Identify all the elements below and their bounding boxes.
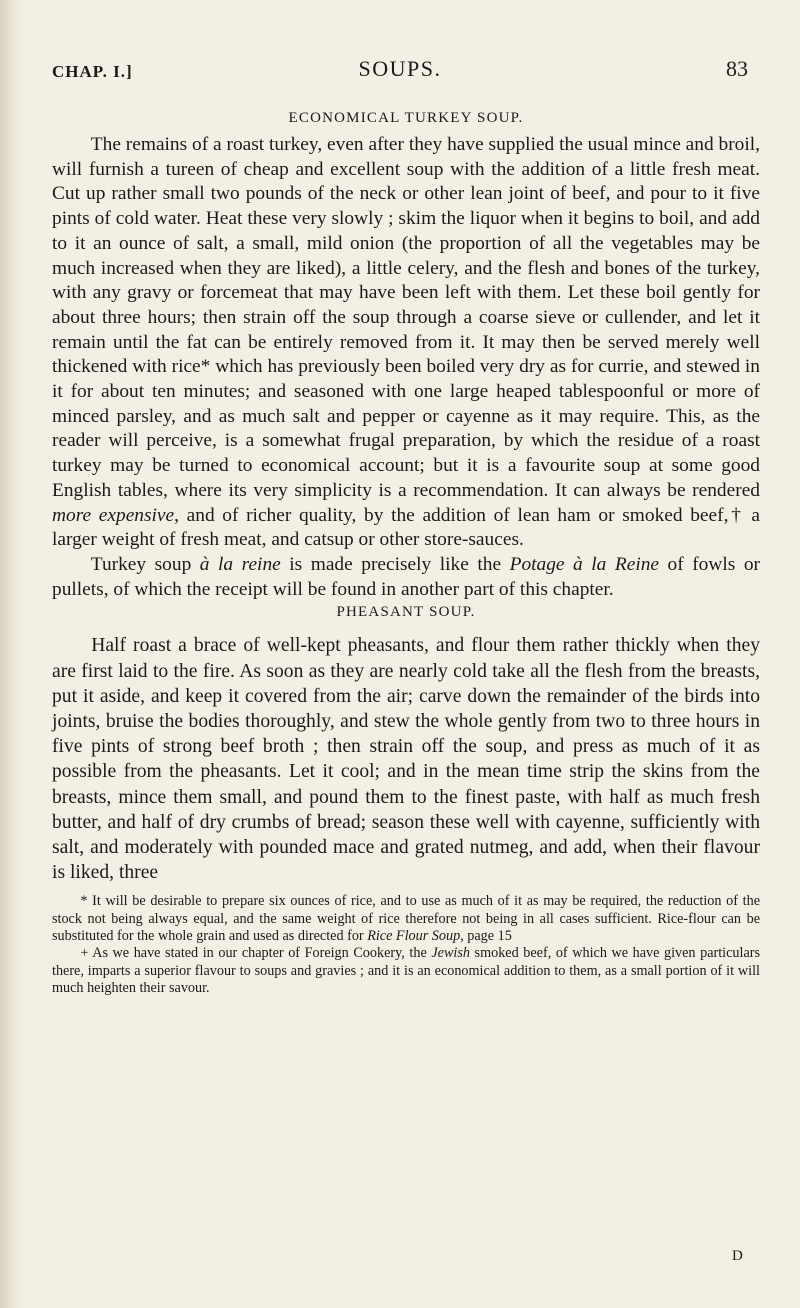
italic-text: à la reine [199,553,281,575]
italic-text: Jewish [431,945,470,962]
text-run: * It will be desirable to prepare six ounces of rice, and to use as much of it as may be required, the reduction of the stock not being always equal, and the same weight of rice therefore not being in all cases sufficient. Rice-flour can be substituted for the whole grain and used as directed for [52,893,760,944]
text-run: is made precisely like the [280,553,510,575]
italic-text: Potage à la Reine [509,553,660,575]
running-head [52,56,748,86]
turkey-soup-paragraph-2 [52,553,760,602]
page-gutter-shadow [0,0,22,1308]
section-heading-turkey-soup: ECONOMICAL TURKEY SOUP. [288,110,524,126]
italic-text: more expensive [52,504,175,526]
section-heading-pheasant-soup: PHEASANT SOUP. [336,604,476,621]
italic-text: Rice Flour Soup [367,927,461,944]
text-run: , page 15 [460,927,512,944]
footnotes [52,893,760,997]
text-run: of fowls or pullets, of which the receipt will be found in another part of this chapter. [52,553,760,600]
footnote-smoked-beef [52,945,760,997]
page-body [52,110,760,997]
signature-mark: D [732,1248,743,1264]
page-number: 83 [726,56,748,81]
chapter-label: CHAP. I.] [52,62,133,81]
text-run: smoked beef, of which we have given particulars there, imparts a superior flavour to soups and gravies ; and it is an economical addition to them, as a small portion of it will much heighten their savour. [52,945,760,996]
text-run: Turkey soup [90,553,200,575]
text-run: The remains of a roast turkey, even after they have supplied the usual mince and broil, will furnish a tureen of cheap and excellent soup with the addition of a little fresh meat. Cut up rather small two pounds of the neck or other lean joint of beef, and pour to it five pints of cold water. Heat these very slowly ; skim the liquor when it begins to boil, and add to it an ounce of salt, a small, mild onion (the proportion of all the vegetables may be much increased when they are liked), a little celery, and the flesh and bones of the turkey, with any gravy or forcemeat that may have been left with them. Let these boil gently for about three hours; then strain off the soup through a coarse sieve or cullender, and let it remain until the fat can be entirely removed from it. It may then be served merely well thickened with rice* which has previously been boiled very dry as for currie, and stewed in it for about ten minutes; and seasoned with one large heaped tablespoonful or more of minced parsley, and as much salt and pepper or cayenne as it may require. This, as the reader will perceive, is a somewhat frugal preparation, by which the residue of a roast turkey may be turned to economical account; but it is a favourite soup at some good English tables, where its very simplicity is a recommendation. It can always be rendered [52,134,760,501]
pheasant-soup-paragraph [52,633,760,885]
running-title: SOUPS. [358,56,442,81]
turkey-soup-paragraph-1 [52,133,760,553]
footnote-rice [52,893,760,945]
text-run: + As we have stated in our chapter of Foreign Cookery, the [80,945,432,962]
text-run: Half roast a brace of well-kept pheasants, and flour them rather thickly when they are first laid to the fire. As soon as they are nearly cold take all the flesh from the breasts, put it aside, and keep it covered from the air; carve down the remainder of the birds into joints, bruise the bodies thoroughly, and stew the whole gently from two to three hours in five pints of strong beef broth ; then strain off the soup, and press as much of it as possible from the pheasants. Let it cool; and in the mean time strip the skins from the breasts, mince them small, and pound them to the finest paste, with half as much fresh butter, and half of dry crumbs of bread; season these well with cayenne, sufficiently with salt, and moderately with pounded mace and grated nutmeg, and add, when their flavour is liked, three [52,635,760,884]
text-run: , and of richer quality, by the addition of lean ham or smoked beef,† a larger weight of fresh meat, and catsup or other store-sauces. [52,504,760,551]
